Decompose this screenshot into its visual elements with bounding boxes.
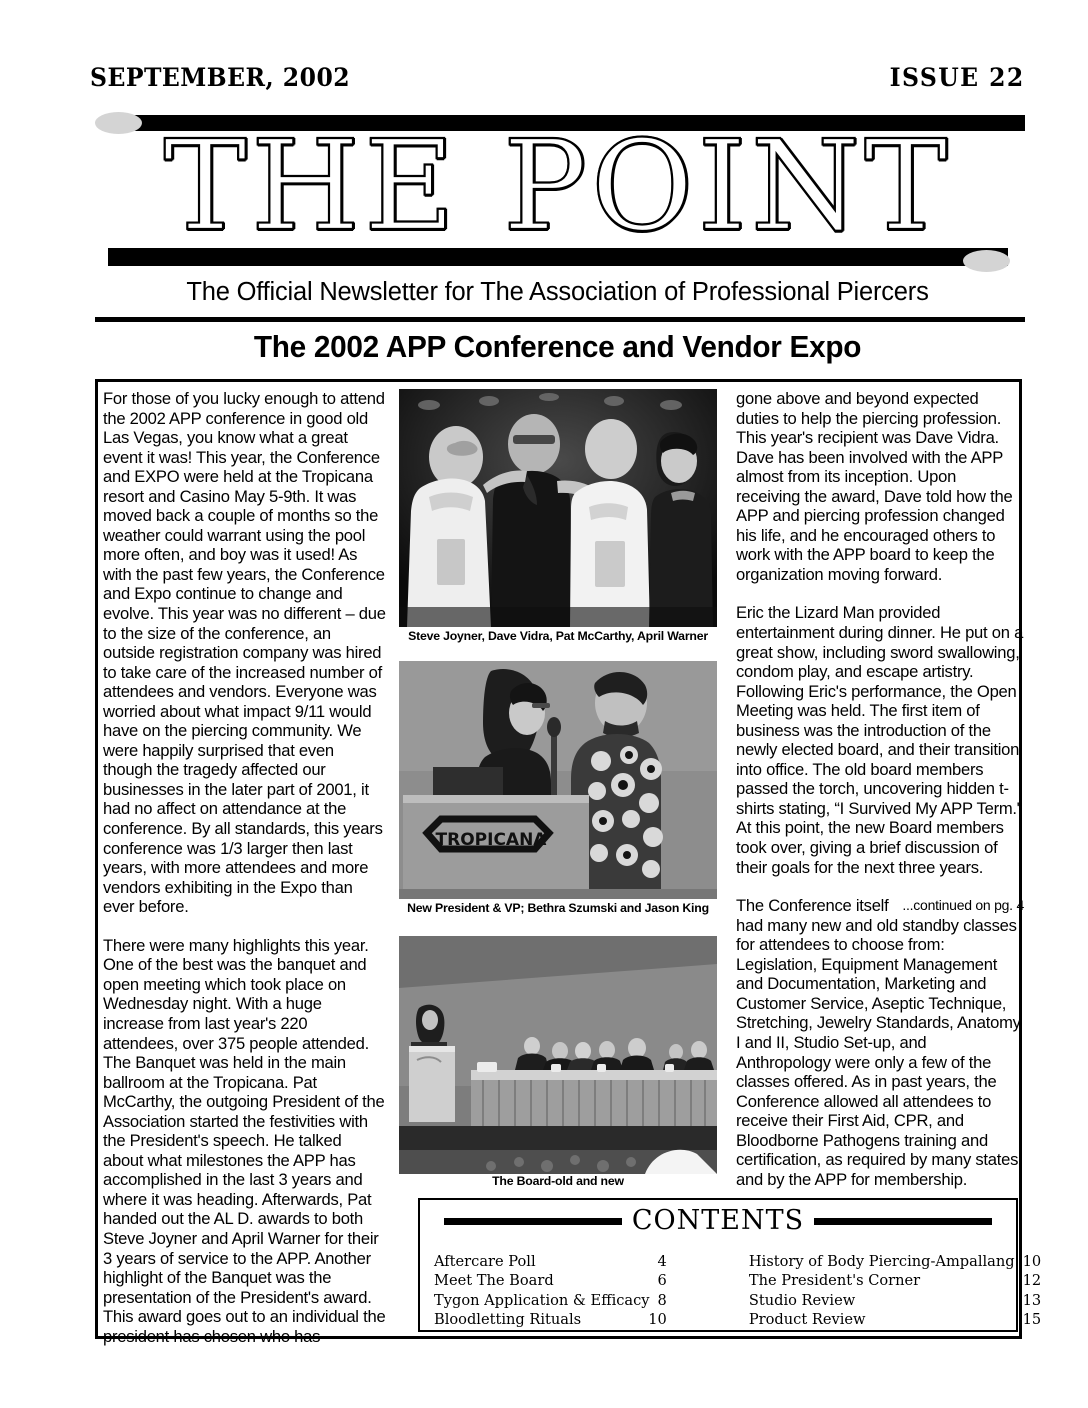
contents-header	[420, 1206, 1016, 1236]
contents-entry[interactable]	[434, 1271, 725, 1290]
podium-caption: New President & VP; Bethra Szumski and Jason King	[407, 901, 709, 915]
masthead-bottom-bar	[108, 248, 1008, 266]
contents-column-left	[434, 1252, 725, 1329]
contents-entry-title: Bloodletting Rituals	[434, 1310, 582, 1328]
contents-columns	[420, 1252, 1042, 1329]
continued-note: ...continued on pg. 4	[902, 897, 1024, 914]
contents-title: CONTENTS	[631, 1205, 805, 1236]
tagline-rule	[95, 317, 1025, 322]
svg-text:TROPICANA: TROPICANA	[435, 830, 547, 850]
contents-rule-right	[814, 1218, 992, 1225]
contents-entry-title: Meet The Board	[434, 1272, 554, 1290]
contents-entry-title: Aftercare Poll	[434, 1253, 536, 1270]
contents-entry-page: 15	[1022, 1310, 1042, 1328]
contents-entry-page: 4	[657, 1253, 667, 1270]
contents-entry-page: 6	[657, 1272, 667, 1290]
contents-entry-title: Product Review	[748, 1310, 866, 1328]
contents-entry-title: Tygon Application & Efficacy	[434, 1291, 650, 1309]
article-title: The 2002 APP Conference and Vendor Expo	[253, 329, 862, 364]
paragraph: Eric the Lizard Man provided entertainment during dinner. He put on a great show, including sword swallowing, condom play, and escape artistry. Following Eric's performance, the Open Meeting was held. The first item of business was the introduction of the newly elected board, and their transition into office. The old board members passed the torch, uncovering hidden t-shirts stating, “I Survived My APP Term." At this point, the new Board members took over, giving a brief discussion of their goals for the next three years.	[736, 603, 1024, 877]
contents-entry-title: History of Body Piercing-Ampallang	[748, 1253, 1015, 1270]
issue-number: ISSUE 22	[890, 63, 1025, 92]
contents-entry[interactable]	[434, 1252, 725, 1271]
paragraph: For those of you lucky enough to attend the 2002 APP conference in good old Las Vegas, you know what a great event it was! This year, the Conference and EXPO were held at the Tropicana resort and Casino May 5-9th. It was moved back a couple of months so the weather could warrant using the pool more often, and boy was it used! As with the past few years, the Conference and Expo continue to change and evolve. This year was no different – due to the size of the conference, an outside registration company was hired to take care of the increased number of attendees and vendors. Everyone was worried about what impact 9/11 would have on the piercing community. We were happily surprised that even though the tragedy affected our businesses in the later part of 2001, it had no affect on attendance at the conference. By all standards, this years conference was 1/3 larger then last years, with more attendees and more vendors exhibiting in the Expo than ever before.	[103, 389, 386, 917]
masthead-title: THE POINT	[163, 128, 952, 246]
contents-column-right	[749, 1252, 1041, 1329]
contents-rule-left	[444, 1218, 622, 1225]
contents-entry-page: 10	[1022, 1253, 1042, 1270]
board-panel-photo	[399, 936, 717, 1174]
contents-entry-page: 8	[657, 1291, 667, 1309]
tagline: The Official Newsletter for The Association of Professional Piercers	[186, 278, 929, 306]
contents-entry[interactable]	[749, 1271, 1041, 1290]
contents-entry[interactable]	[749, 1291, 1041, 1310]
contents-entry-page: 12	[1022, 1272, 1042, 1290]
contents-entry[interactable]	[434, 1291, 725, 1310]
article-right-column	[736, 389, 1024, 1208]
contents-entry-page: 10	[648, 1310, 667, 1328]
board-panel-caption: The Board-old and new	[492, 1174, 624, 1188]
paragraph: There were many highlights this year. One of the best was the banquet and open meeting which took place on Wednesday night. With a huge increase from last year's 220 attendees, over 375 people attended. The Banquet was held in the main ballroom at the Tropicana. Pat McCarthy, the outgoing President of the Association started the festivities with the President's speech. He talked about what milestones the APP has accomplished in the last 3 years and where it was heading. Afterwards, Pat handed out the AL D. awards to both Steve Joyner and April Warner for their 3 years of service to the APP. Another highlight of the Banquet was the presentation of the President's award. This award goes out to an individual the president has chosen who has	[103, 935, 386, 1346]
contents-entry[interactable]	[749, 1310, 1041, 1329]
issue-date: SEPTEMBER, 2002	[90, 63, 351, 92]
paragraph: gone above and beyond expected duties to help the piercing profession. This year's recipient was Dave Vidra. Dave has been involved with the APP almost from its inception. Upon receiving the award, Dave told how the APP and piercing profession changed his life, and he encouraged others to work with the APP board to keep the organization moving forward.	[736, 389, 1013, 584]
contents-entry[interactable]	[434, 1310, 725, 1329]
contents-box	[418, 1198, 1042, 1332]
contents-entry[interactable]	[749, 1252, 1041, 1271]
article-left-column	[103, 389, 386, 1365]
award-winners-caption: Steve Joyner, Dave Vidra, Pat McCarthy, April Warner	[408, 629, 708, 643]
masthead-wrapper	[90, 128, 1025, 246]
podium-photo	[399, 661, 717, 899]
contents-entry-title: The President's Corner	[748, 1272, 921, 1290]
contents-entry-title: Studio Review	[748, 1291, 856, 1309]
paragraph-text: The Conference itself had many new and old standby classes for attendees to choose from: Legislation, Equipment Management and Documentation, Marketing and Customer Service, Aseptic Technique, Stretching, Jewelry Standards, Anatomy I and II, Studio Set-up, and Anthropology were only a few of the classes offered. As in past years, the Conference allowed all attendees to receive their First Aid, CPR, and Bloodborne Pathogens training and certification, as required by many states and by the APP for membership.	[736, 896, 1021, 1189]
award-winners-photo	[399, 389, 717, 627]
paragraph	[736, 896, 1024, 1189]
contents-entry-page: 13	[1022, 1291, 1042, 1309]
masthead-bottom-bar-dot	[963, 250, 1010, 272]
issue-line	[90, 64, 1025, 98]
